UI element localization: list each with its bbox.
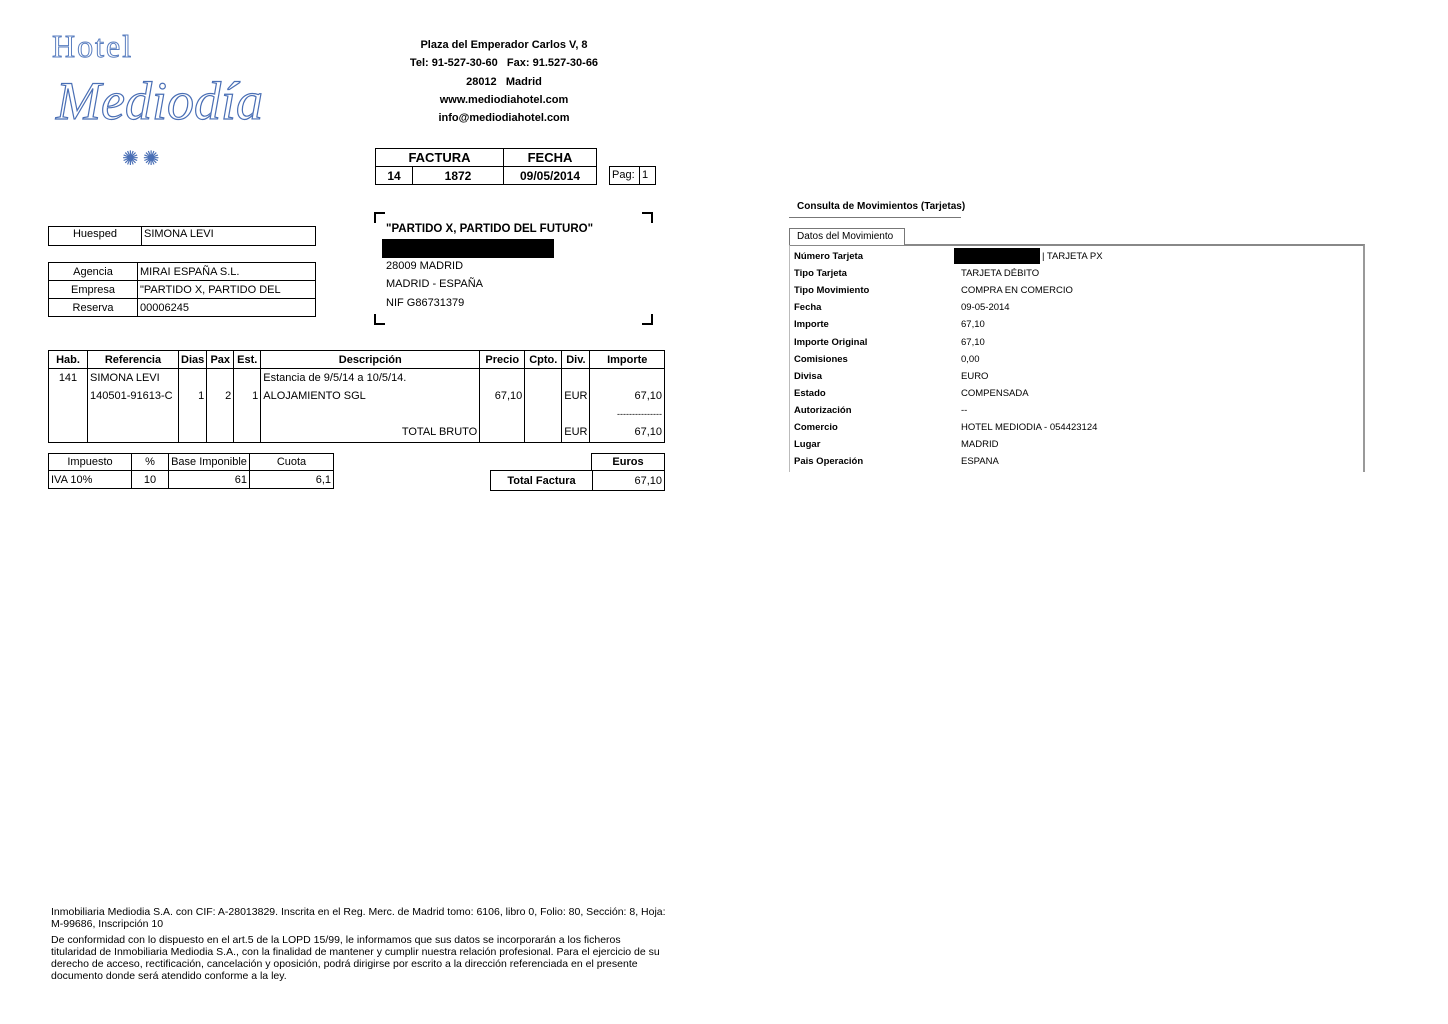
empresa-label: Empresa <box>49 281 138 299</box>
tax-impuesto: IVA 10% <box>49 471 132 489</box>
reserva-label: Reserva <box>49 299 138 317</box>
line-separator: --------------- <box>617 408 662 419</box>
movement-value: 67,10 <box>961 319 985 331</box>
corner-mark-br <box>642 314 653 325</box>
table-row <box>49 369 665 387</box>
footer-legal-lopd: De conformidad con lo dispuesto en el art.5 de la LOPD 15/99, le informamos que sus datos se incorporarán a los ficheros titularidad de Inmobiliaria Mediodia S.A., con la finalidad de mantener y cumplir nuestra relación profesional. Para el ejercicio de su derecho de acceso, rectificación, cancelación y oposición, podrá dirigirse por escrito a la dirección referenciada en el presente documento donde será atendido conforme a la ley. <box>51 934 660 982</box>
movement-value: EURO <box>961 370 989 382</box>
hotel-city: 28012 Madrid <box>466 76 542 88</box>
line-ref-name: SIMONA LEVI <box>88 369 179 387</box>
line-desc-item: ALOJAMIENTO SGL <box>261 387 480 405</box>
line-dias: 1 <box>179 387 207 405</box>
line-ref-code: 140501-91613-C <box>88 387 179 405</box>
col-hab: Hab. <box>49 351 88 369</box>
table-row <box>49 387 665 405</box>
movement-label: Tipo Movimiento <box>794 285 870 297</box>
col-descripcion: Descripción <box>261 351 480 369</box>
footer-legal-registry: Inmobiliaria Mediodia S.A. con CIF: A-28013829. Inscrita en el Reg. Merc. de Madrid tomo: 6106, libro 0, Folio: 80, Sección: 8, Hoja: M-99686, Inscripción 10 <box>51 906 666 930</box>
movement-label: Estado <box>794 387 826 399</box>
line-desc-stay: Estancia de 9/5/14 a 10/5/14. <box>261 369 480 387</box>
huesped-label: Huesped <box>72 228 118 240</box>
table-row <box>49 423 665 443</box>
agencia-value: MIRAI ESPAÑA S.L. <box>138 263 316 281</box>
hotel-web: www.mediodiahotel.com <box>439 94 569 106</box>
total-factura-label: Total Factura <box>491 471 593 491</box>
line-pax: 2 <box>207 387 234 405</box>
movement-value: TARJETA DÉBITO <box>961 268 1040 280</box>
corner-mark-tl <box>374 212 385 223</box>
huesped-row <box>48 226 316 246</box>
total-bruto-label: TOTAL BRUTO <box>261 423 480 443</box>
euros-label: Euros <box>591 453 665 471</box>
table-row <box>49 405 665 423</box>
col-importe: Importe <box>590 351 665 369</box>
movement-label: Pais Operación <box>794 456 864 468</box>
card-suffix: | TARJETA PX <box>1042 251 1103 262</box>
movement-value: MADRID <box>961 439 999 451</box>
tax-col-pct: % <box>132 454 169 471</box>
logo-stars-icon: ✺✺ <box>122 148 164 170</box>
lines-header-row <box>49 351 665 369</box>
page-label: Pag: <box>612 169 635 181</box>
recipient-nif: NIF G86731379 <box>386 297 465 309</box>
page-box <box>609 166 656 185</box>
huesped-value: SIMONA LEVI <box>144 228 214 240</box>
movement-value: -- <box>961 404 968 416</box>
total-bruto-value: 67,10 <box>634 426 662 439</box>
movement-value: 09-05-2014 <box>961 302 1010 314</box>
total-div: EUR <box>562 423 590 443</box>
invoice-lines-table <box>48 350 665 443</box>
col-cpto: Cpto. <box>525 351 562 369</box>
tab-datos-movimiento[interactable] <box>789 228 905 245</box>
card-number-redaction <box>954 248 1040 264</box>
tax-col-impuesto: Impuesto <box>49 454 132 471</box>
movement-value: COMPRA EN COMERCIO <box>961 285 1073 297</box>
hotel-phones: Tel: 91-527-30-60 Fax: 91.527-30-66 <box>409 57 599 69</box>
invoice-number: 1872 <box>413 167 504 185</box>
invoice-date: 09/05/2014 <box>504 167 597 185</box>
movement-details-box <box>789 244 1365 472</box>
reserva-value: 00006245 <box>138 299 316 317</box>
recipient-postal: 28009 MADRID <box>386 260 464 272</box>
fecha-label: FECHA <box>504 149 597 167</box>
hotel-email: info@mediodiahotel.com <box>438 112 570 124</box>
page-number: 1 <box>642 169 649 181</box>
redaction-bar <box>382 239 554 258</box>
title-underline <box>789 217 961 218</box>
huesped-divider <box>141 227 142 245</box>
total-factura-value: 67,10 <box>593 471 665 491</box>
movement-value: HOTEL MEDIODIA - 054423124 <box>961 422 1098 433</box>
line-div: EUR <box>562 387 590 405</box>
line-precio: 67,10 <box>480 387 525 405</box>
logo-hotel-word: Hotel <box>52 28 134 64</box>
movement-value: COMPENSADA <box>961 387 1029 399</box>
recipient-name: "PARTIDO X, PARTIDO DEL FUTURO" <box>386 223 594 235</box>
recipient-country: MADRID - ESPAÑA <box>386 278 483 290</box>
tax-table <box>48 453 334 489</box>
tax-col-cuota: Cuota <box>250 454 334 471</box>
corner-mark-tr <box>642 212 653 223</box>
factura-label: FACTURA <box>376 149 504 167</box>
total-table <box>490 470 665 491</box>
tax-base: 61 <box>169 471 250 489</box>
tax-pct: 10 <box>132 471 169 489</box>
invoice-number-box <box>375 148 597 185</box>
movement-label: Número Tarjeta <box>794 251 863 262</box>
line-hab: 141 <box>49 369 88 387</box>
movement-value: ESPANA <box>961 456 999 468</box>
col-pax: Pax <box>207 351 234 369</box>
agency-table <box>48 262 316 317</box>
movement-label: Importe Original <box>794 336 868 348</box>
hotel-address: Plaza del Emperador Carlos V, 8 <box>420 39 588 51</box>
movement-value: 0,00 <box>961 353 980 365</box>
tax-col-base: Base Imponible <box>169 454 250 471</box>
tab-label: Datos del Movimiento <box>797 231 894 242</box>
movement-label: Tipo Tarjeta <box>794 268 847 280</box>
col-dias: Dias <box>179 351 207 369</box>
line-est: 1 <box>234 387 261 405</box>
col-div: Div. <box>562 351 590 369</box>
page-divider <box>639 166 640 185</box>
movement-label: Comercio <box>794 422 838 433</box>
col-precio: Precio <box>480 351 525 369</box>
line-importe: 67,10 <box>634 389 662 402</box>
empresa-value: "PARTIDO X, PARTIDO DEL <box>138 281 316 299</box>
movement-title: Consulta de Movimientos (Tarjetas) <box>797 201 966 212</box>
agencia-label: Agencia <box>49 263 138 281</box>
col-referencia: Referencia <box>88 351 179 369</box>
tax-cuota: 6,1 <box>250 471 334 489</box>
movement-label: Divisa <box>794 370 822 382</box>
movement-label: Fecha <box>794 302 822 314</box>
movement-value: 67,10 <box>961 336 985 348</box>
movement-label: Comisiones <box>794 353 848 365</box>
movement-label: Autorización <box>794 404 852 416</box>
logo-mediodia-word: Mediodía <box>56 71 263 131</box>
col-est: Est. <box>234 351 261 369</box>
movement-label: Importe <box>794 319 829 331</box>
corner-mark-bl <box>374 314 385 325</box>
movement-label: Lugar <box>794 439 821 451</box>
invoice-serie: 14 <box>376 167 413 185</box>
